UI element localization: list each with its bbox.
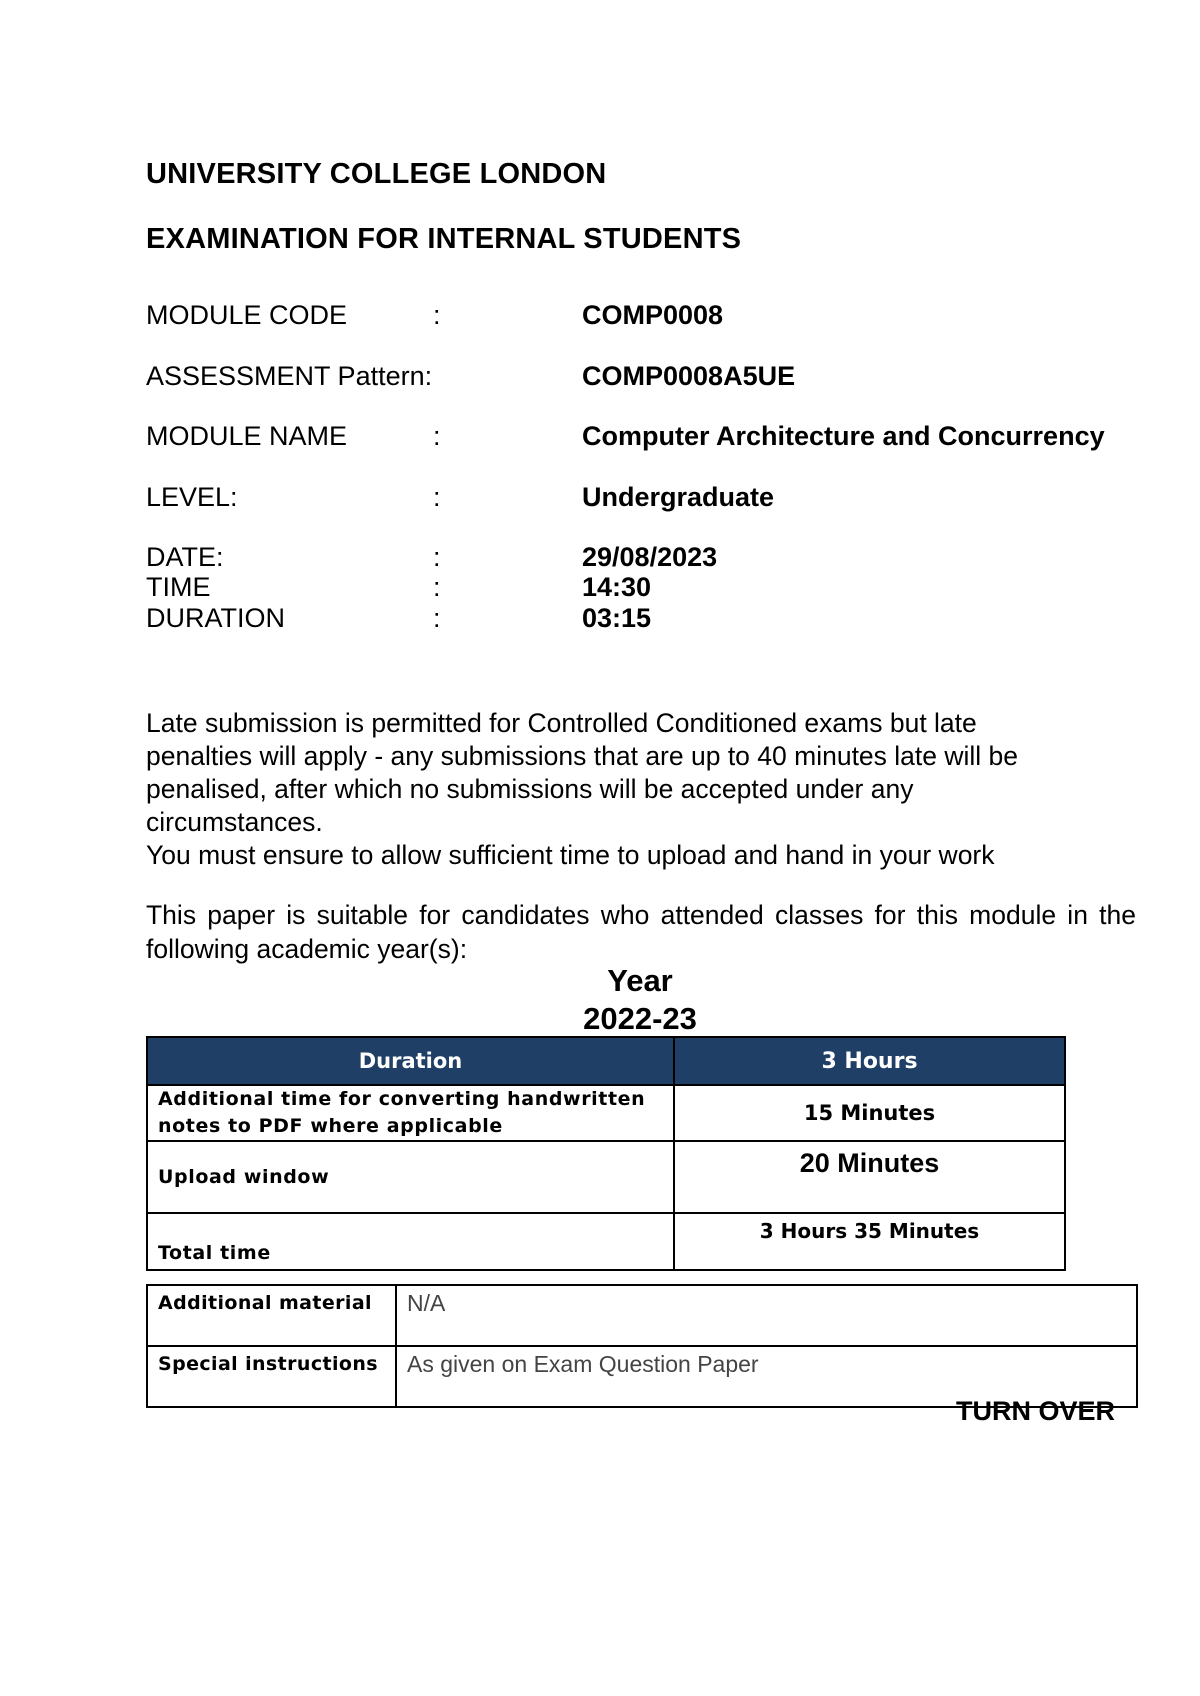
row-label: Total time [147,1213,674,1270]
field-colon: : [433,572,441,602]
row-value: As given on Exam Question Paper [396,1346,1137,1407]
field-label: MODULE CODE [146,300,348,330]
field-colon: : [433,542,441,572]
field-module-name [146,421,1146,455]
upload-note: You must ensure to allow sufficient time to upload and hand in your work [146,840,995,870]
year-block [560,962,720,1038]
field-value: Undergraduate [582,482,775,512]
field-module-code [146,300,1146,334]
field-label: DURATION [146,603,285,633]
row-value: N/A [396,1285,1137,1346]
university-title: UNIVERSITY COLLEGE LONDON [146,158,607,190]
year-value: 2022-23 [583,1001,697,1036]
field-value: COMP0008A5UE [582,361,796,391]
field-colon: : [433,421,441,451]
row-label: Special instructions [147,1346,396,1407]
field-label: MODULE NAME [146,421,348,451]
field-value: 03:15 [582,603,652,633]
table-row [147,1085,1065,1141]
field-label: ASSESSMENT Pattern: [146,361,433,391]
field-time [146,572,1146,606]
table-row [147,1141,1065,1213]
table-row [147,1213,1065,1270]
late-submission-notice [146,707,1076,872]
duration-table [146,1036,1066,1271]
row-value: 3 Hours 35 Minutes [674,1213,1065,1270]
field-colon: : [433,603,441,633]
additional-info-table [146,1284,1138,1408]
duration-header-label: Duration [147,1037,674,1085]
field-value: COMP0008 [582,300,724,330]
field-label: TIME [146,572,211,602]
field-value: Computer Architecture and Concurrency [582,421,1105,451]
row-label: Additional time for converting handwritten notes to PDF where applicable [147,1085,674,1141]
table-header-row [147,1037,1065,1085]
field-value: 14:30 [582,572,652,602]
exam-title: EXAMINATION FOR INTERNAL STUDENTS [146,223,742,255]
suitability-text: This paper is suitable for candidates who attended classes for this module in the following academic year(s): [146,900,1136,964]
turn-over-label: TURN OVER [956,1396,1116,1426]
field-label: DATE: [146,542,224,572]
duration-header-value: 3 Hours [674,1037,1065,1085]
row-label: Additional material [147,1285,396,1346]
field-assessment-pattern [146,361,1146,395]
field-level [146,482,1146,516]
late-submission-text: Late submission is permitted for Controlled Conditioned exams but late penalties will apply - any submissions that are up to 40 minutes late will be penalised, after which no submissions will be accepted under any circumstances. [146,708,1019,837]
field-date [146,542,1146,576]
row-label: Upload window [147,1141,674,1213]
field-colon: : [433,482,441,512]
table-row [147,1285,1137,1346]
year-label: Year [607,963,673,998]
field-duration [146,603,1146,637]
row-value: 15 Minutes [674,1085,1065,1141]
row-value: 20 Minutes [674,1141,1065,1213]
field-label: LEVEL: [146,482,238,512]
field-colon: : [433,300,441,330]
field-value: 29/08/2023 [582,542,718,572]
